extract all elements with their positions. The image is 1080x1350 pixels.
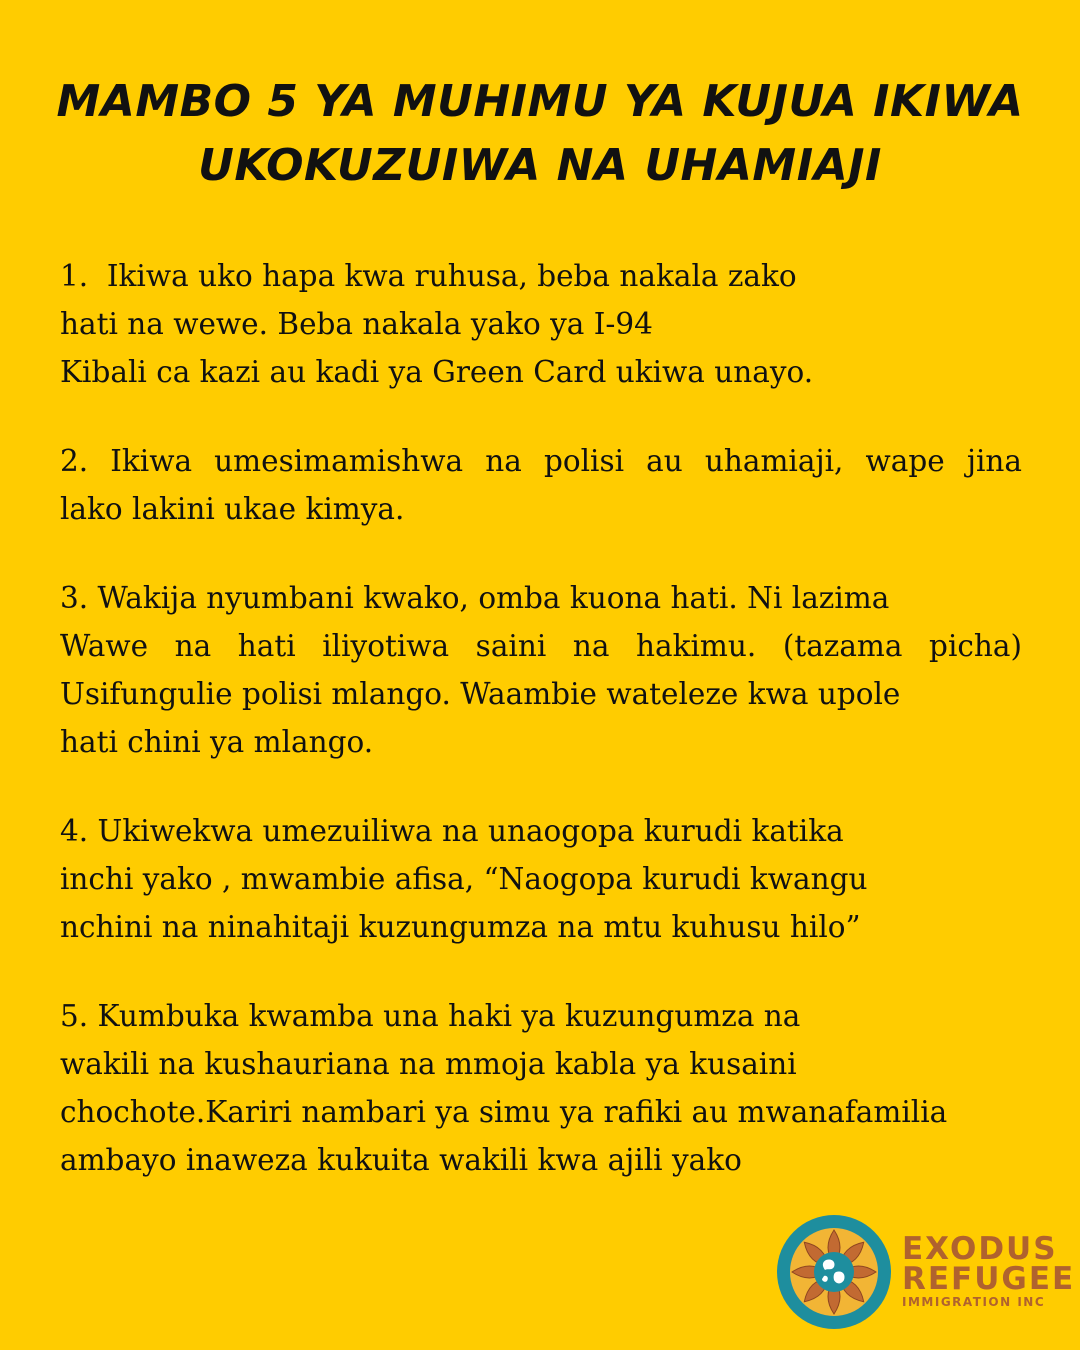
- logo-word-exodus: EXODUS: [902, 1231, 1058, 1267]
- tip-3-line-4: hati chini ya mlango.: [60, 725, 374, 759]
- tip-4-line-2: inchi yako , mwambie afisa, “Naogopa kurudi kwangu: [60, 862, 868, 896]
- tip-1-line-2: hati na wewe. Beba nakala yako ya I-94: [60, 307, 653, 341]
- tip-2-line-1: 2. Ikiwa umesimamishwa na polisi au uhamiaji, wape jina: [60, 444, 1022, 478]
- exodus-refugee-logo: [776, 1214, 1076, 1330]
- tips-list: [60, 252, 1022, 1225]
- tip-item-4: [60, 807, 1022, 951]
- title-line-2: UKOKUZUIWA NA UHAMIAJI: [198, 140, 882, 191]
- tip-item-2: [60, 437, 1022, 533]
- tip-3-line-1: 3. Wakija nyumbani kwako, omba kuona hati. Ni lazima: [60, 581, 890, 615]
- tip-3-line-3: Usifungulie polisi mlango. Waambie wateleze kwa upole: [60, 677, 901, 711]
- logo-subtitle: IMMIGRATION INC: [902, 1295, 1046, 1309]
- logo-wordmark: [902, 1231, 1076, 1310]
- tip-item-5: [60, 992, 1022, 1184]
- tip-3-line-2: Wawe na hati iliyotiwa saini na hakimu. (tazama picha): [60, 629, 1022, 663]
- logo-word-refugee: REFUGEE: [902, 1261, 1076, 1297]
- tip-item-1: [60, 252, 1022, 396]
- tip-1-line-3: Kibali ca kazi au kadi ya Green Card ukiwa unayo.: [60, 355, 814, 389]
- tip-5-line-2: wakili na kushauriana na mmoja kabla ya kusaini: [60, 1047, 797, 1081]
- tip-1-line-1: 1. Ikiwa uko hapa kwa ruhusa, beba nakala zako: [60, 259, 797, 293]
- tip-5-line-4: ambayo inaweza kukuita wakili kwa ajili yako: [60, 1143, 742, 1177]
- globe-flower-icon: [776, 1214, 892, 1330]
- tip-item-3: [60, 574, 1022, 766]
- tip-5-line-1: 5. Kumbuka kwamba una haki ya kuzungumza na: [60, 999, 801, 1033]
- tip-4-line-1: 4. Ukiwekwa umezuiliwa na unaogopa kurudi katika: [60, 814, 844, 848]
- tip-4-line-3: nchini na ninahitaji kuzungumza na mtu kuhusu hilo”: [60, 910, 861, 944]
- page-title: [0, 70, 1080, 198]
- title-line-1: MAMBO 5 YA MUHIMU YA KUJUA IKIWA: [56, 76, 1024, 127]
- tip-2-line-2: lako lakini ukae kimya.: [60, 492, 405, 526]
- tip-5-line-3: chochote.Kariri nambari ya simu ya rafiki au mwanafamilia: [60, 1095, 948, 1129]
